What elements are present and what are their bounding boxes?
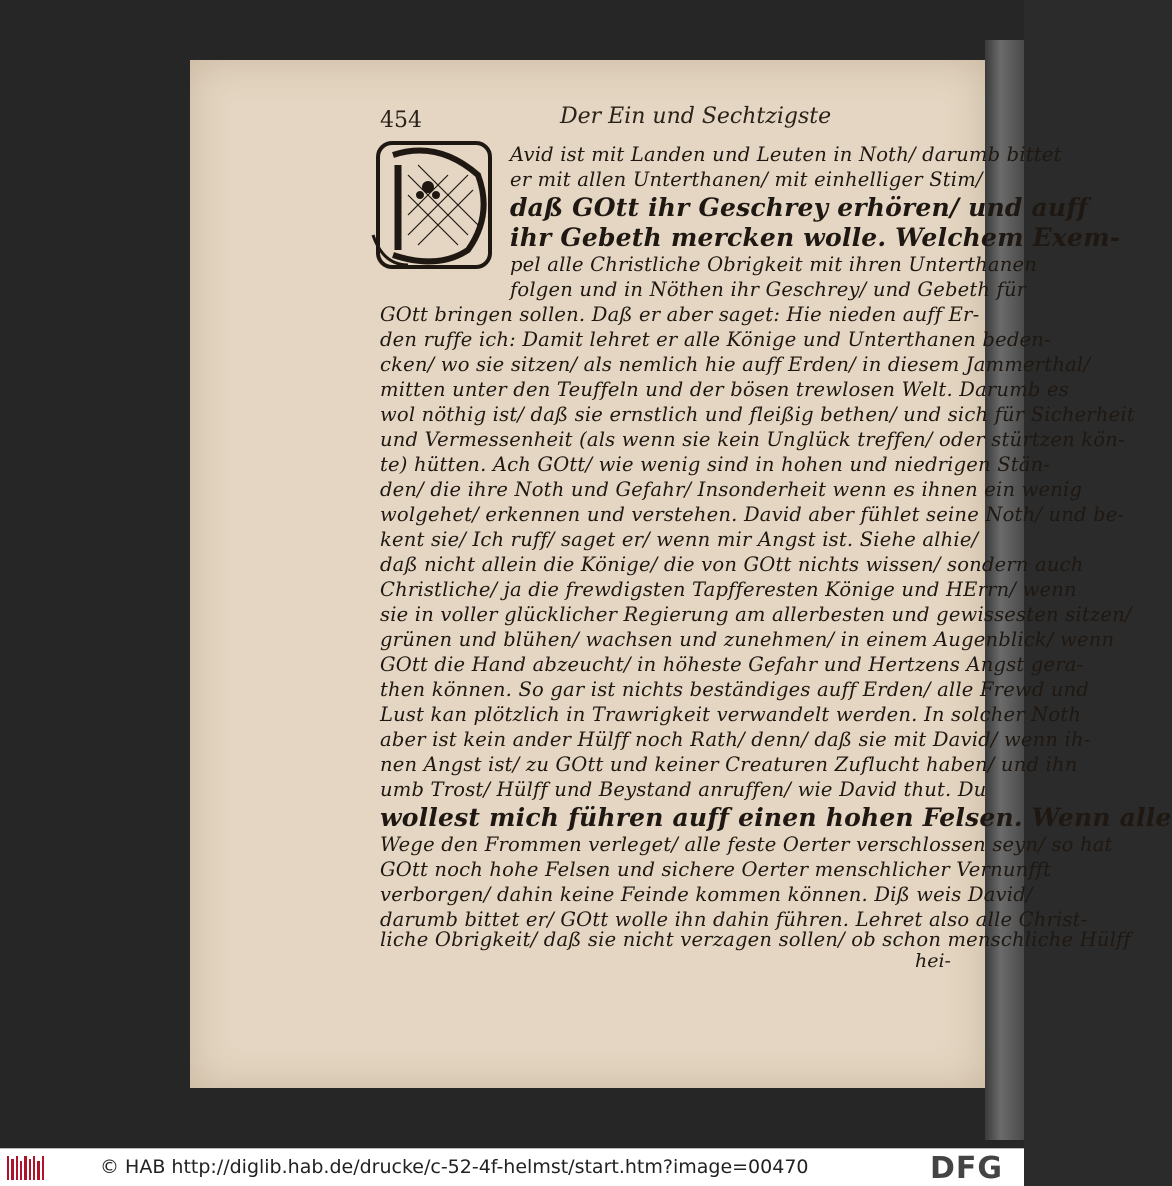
text-line: ihr Gebeth mercken wolle. Welchem Exem- [510,223,1121,252]
text-line: GOtt noch hohe Felsen und sichere Oerter menschlicher Vernunfft [380,858,1052,881]
text-line: Christliche/ ja die frewdigsten Tapfferesten Könige und HErrn/ wenn [380,578,1077,601]
page-number: 454 [380,108,422,133]
text-line: sie in voller glücklicher Regierung am allerbesten und gewissesten sitzen/ [380,603,1132,626]
text-line: und Vermessenheit (als wenn sie kein Unglück treffen/ oder stürtzen kön- [380,428,1125,451]
text-line: cken/ wo sie sitzen/ als nemlich hie auff Erden/ in diesem Jammerthal/ [380,353,1091,376]
text-line: daß GOtt ihr Geschrey erhören/ und auff [510,193,1089,222]
text-line: nen Angst ist/ zu GOtt und keiner Creaturen Zuflucht haben/ und ihn [380,753,1078,776]
book-page [190,60,1172,1088]
text-line: verborgen/ dahin keine Feinde kommen können. Diß weis David/ [380,883,1033,906]
text-line: kent sie/ Ich ruff/ saget er/ wenn mir Angst ist. Siehe alhie/ [380,528,979,551]
footer-bar [0,1148,1024,1186]
text-line: Lust kan plötzlich in Trawrigkeit verwandelt werden. In solcher Noth [380,703,1082,726]
catchword: hei- [915,950,951,972]
text-line: den ruffe ich: Damit lehret er alle Könige und Unterthanen beden- [380,328,1051,351]
running-head: Der Ein und Sechtzigste [560,104,832,129]
text-line: mitten unter den Teuffeln und der bösen trewlosen Welt. Darumb es [380,378,1069,401]
copyright-url[interactable]: © HAB http://diglib.hab.de/drucke/c-52-4f-helmst/start.htm?image=00470 [100,1156,809,1178]
dfg-logo: DFG [930,1151,1004,1186]
text-line: folgen und in Nöthen ihr Geschrey/ und Gebeth für [510,278,1027,301]
text-line: liche Obrigkeit/ daß sie nicht verzagen sollen/ ob schon menschliche Hülff [380,928,1131,951]
text-line: then können. So gar ist nichts beständiges auff Erden/ alle Frewd und [380,678,1090,701]
text-line: pel alle Christliche Obrigkeit mit ihren Unterthanen [510,253,1037,276]
text-line: er mit allen Unterthanen/ mit einhelliger Stim/ [510,168,983,191]
text-line: wollest mich führen auff einen hohen Felsen. Wenn alle [380,803,1172,832]
text-line: umb Trost/ Hülff und Beystand anruffen/ wie David thut. Du [380,778,987,801]
ornament-initial-icon [368,135,498,275]
decorated-initial [368,135,498,275]
text-line: GOtt die Hand abzeucht/ in höheste Gefahr und Hertzens Angst gera- [380,653,1084,676]
text-line: wolgehet/ erkennen und verstehen. David aber fühlet seine Noth/ und be- [380,503,1125,526]
text-line: te) hütten. Ach GOtt/ wie wenig sind in hohen und niedrigen Stän- [380,453,1051,476]
hab-barcode-logo-icon [6,1153,48,1183]
text-line: darumb bittet er/ GOtt wolle ihn dahin führen. Lehret also alle Christ- [380,908,1088,931]
text-line: wol nöthig ist/ daß sie ernstlich und fleißig bethen/ und sich für Sicherheit [380,403,1135,426]
text-line: daß nicht allein die Könige/ die von GOtt nichts wissen/ sondern auch [380,553,1084,576]
text-line: Wege den Frommen verleget/ alle feste Oerter verschlossen seyn/ so hat [380,833,1113,856]
text-line: den/ die ihre Noth und Gefahr/ Insonderheit wenn es ihnen ein wenig [380,478,1083,501]
text-line: aber ist kein ander Hülff noch Rath/ denn/ daß sie mit David/ wenn ih- [380,728,1091,751]
text-line: grünen und blühen/ wachsen und zunehmen/ in einem Augenblick/ wenn [380,628,1115,651]
text-line: GOtt bringen sollen. Daß er aber saget: Hie nieden auff Er- [380,303,980,326]
text-line: Avid ist mit Landen und Leuten in Noth/ darumb bittet [510,143,1062,166]
